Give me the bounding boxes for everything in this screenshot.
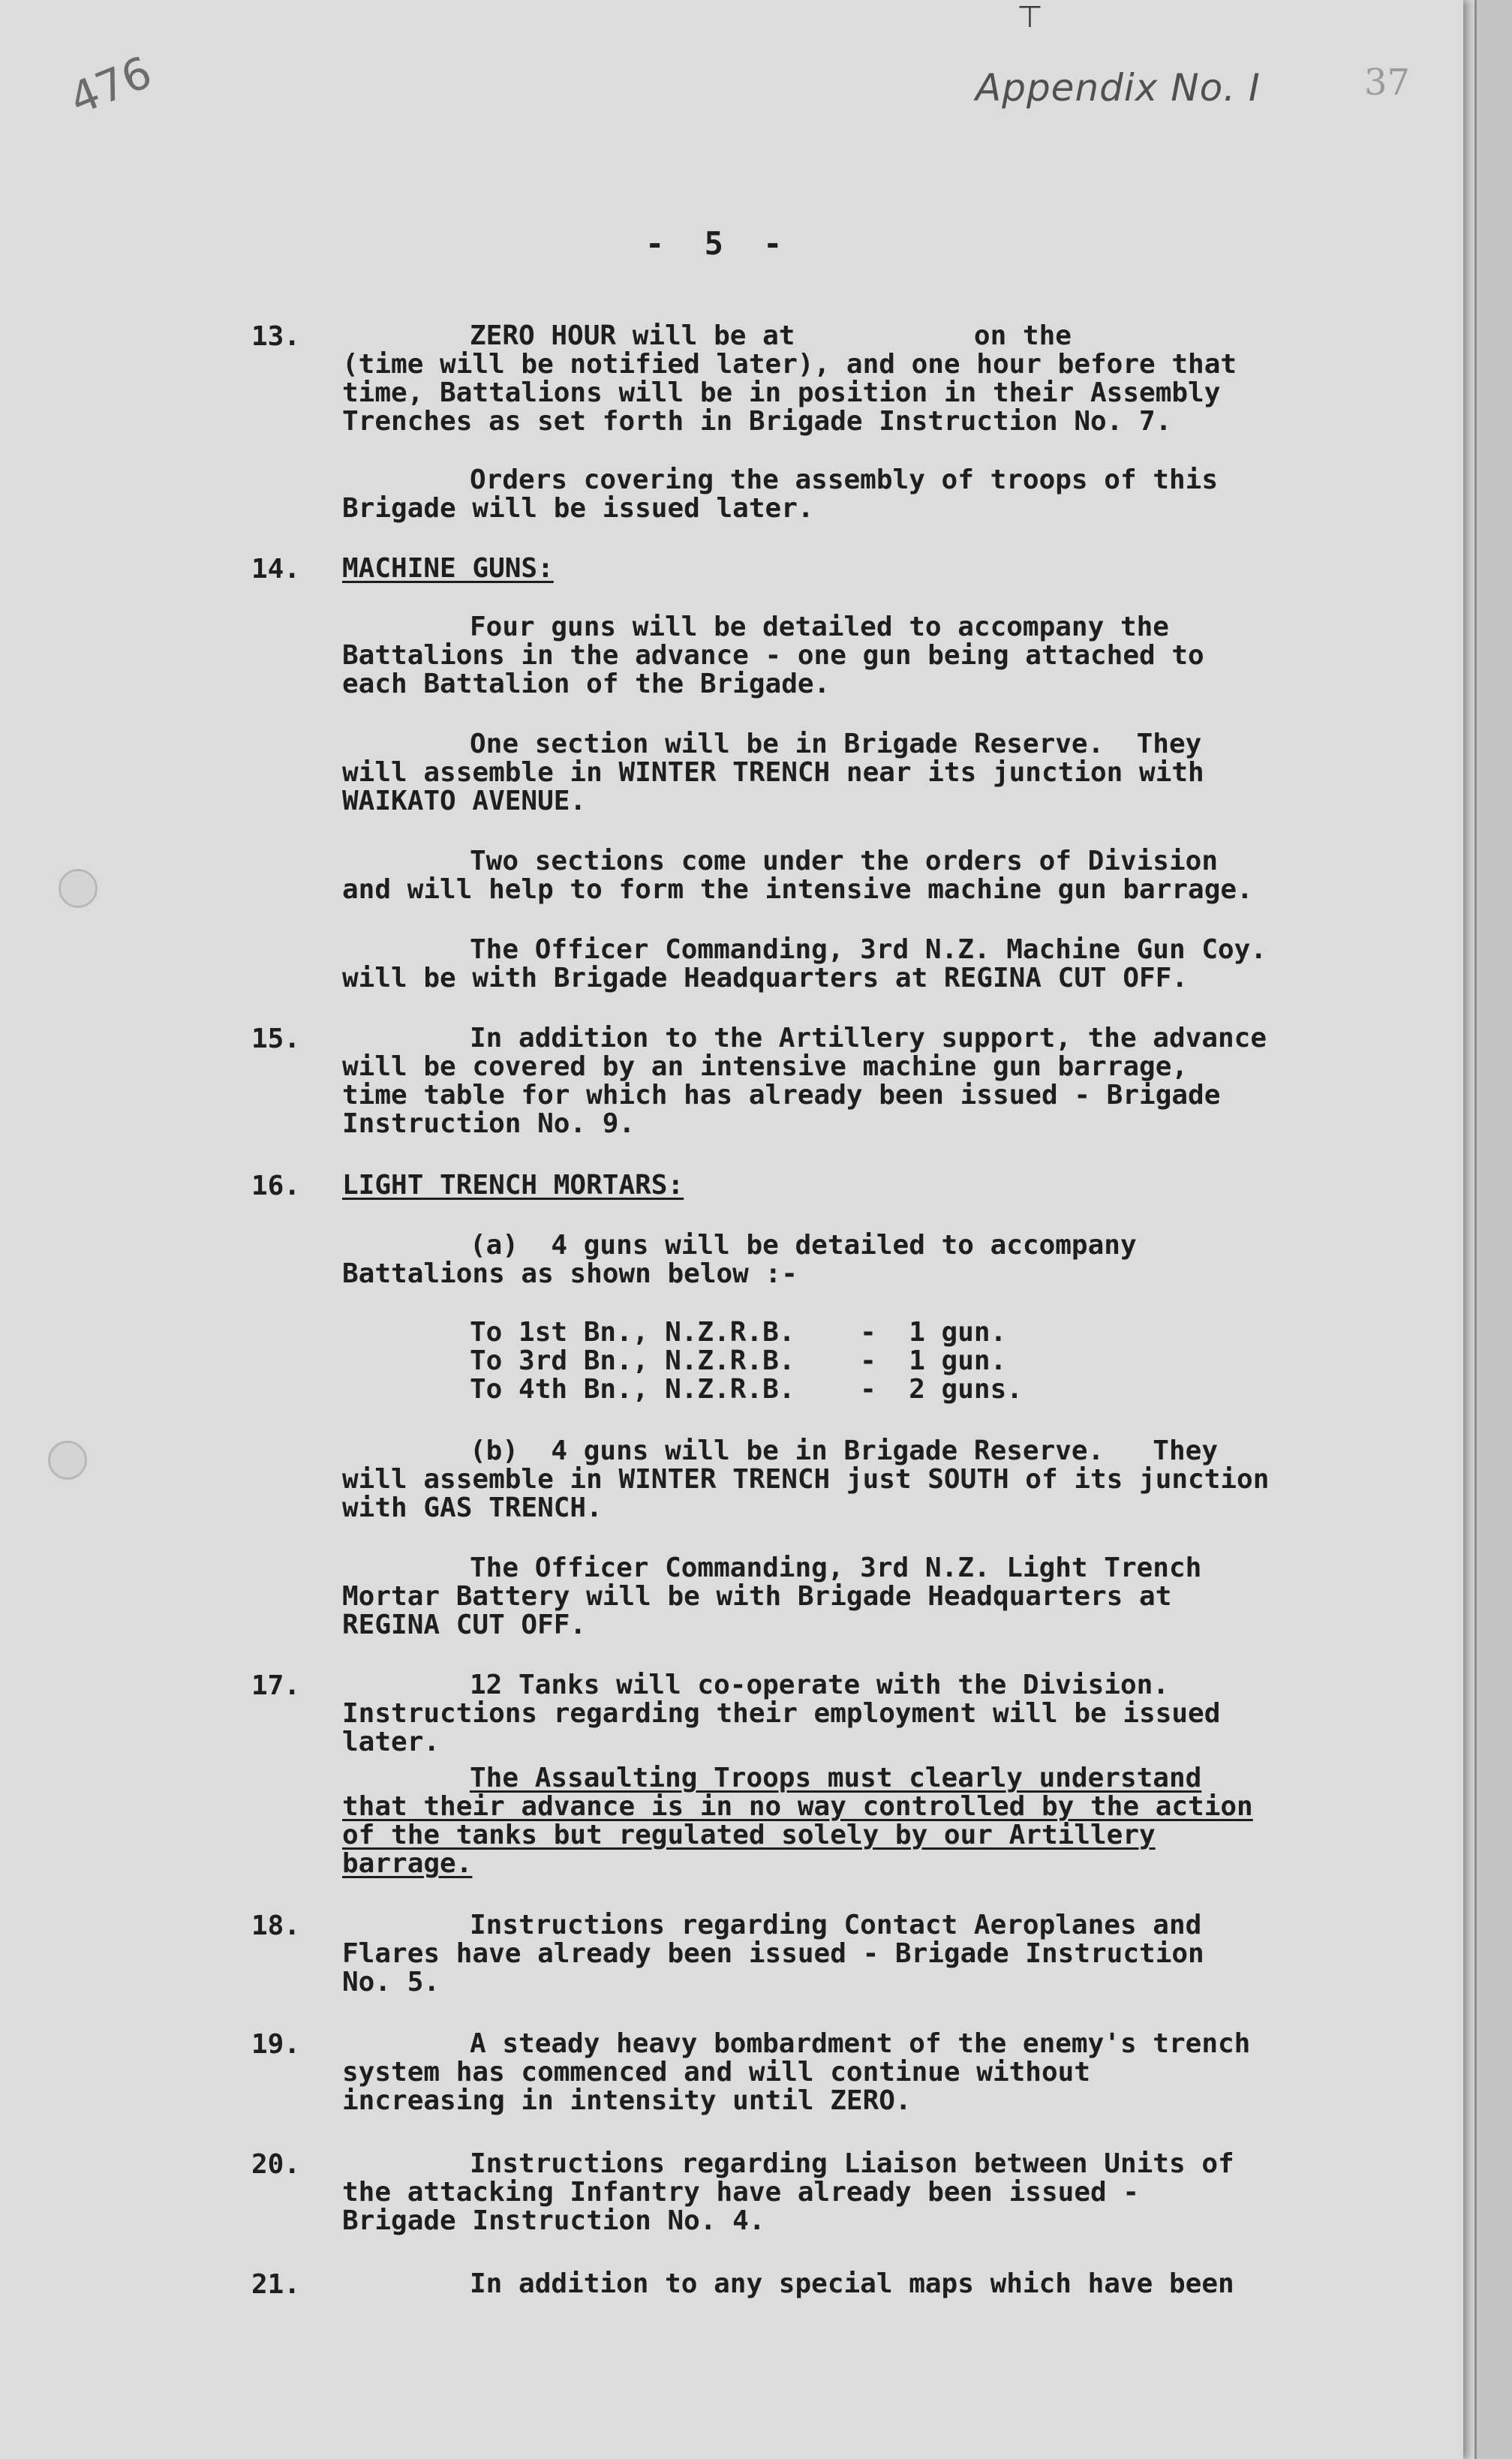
text-line: REGINA CUT OFF. [342,1610,587,1640]
text-line: Instructions regarding their employment will be issued [342,1698,1221,1729]
text-line: system has commenced and will continue without [342,2057,1090,2088]
paragraph-number: 18. [251,1910,301,1941]
text-line: A steady heavy bombardment of the enemy's trench [470,2028,1251,2059]
text-line: ZERO HOUR will be at on the [470,320,1072,351]
text-line: One section will be in Brigade Reserve. They [470,729,1202,759]
text-line: 12 Tanks will co-operate with the Division. [470,1670,1169,1700]
folio-number: 37 [1364,62,1411,104]
paragraph-number: 17. [251,1670,301,1701]
text-line: each Battalion of the Brigade. [342,669,831,699]
text-line: Instruction No. 9. [342,1108,636,1139]
text-line: and will help to form the intensive machine gun barrage. [342,874,1253,905]
section-heading: LIGHT TRENCH MORTARS: [342,1170,684,1201]
text-line: Instructions regarding Liaison between Units of [470,2148,1234,2179]
pencil-annotation: 476 [62,46,159,125]
text-line: time table for which has already been issued - Brigade [342,1080,1221,1111]
text-line: Flares have already been issued - Brigade Instruction [342,1938,1204,1969]
underlined-text-line: of the tanks but regulated solely by our Artillery [342,1820,1156,1850]
paragraph-number: 19. [251,2029,301,2060]
paragraph-number: 20. [251,2149,301,2180]
paragraph-number: 21. [251,2269,301,2300]
text-line: Two sections come under the orders of Division [470,846,1218,876]
text-line: Brigade Instruction No. 4. [342,2205,765,2236]
top-mark: ⊤ [1017,0,1043,35]
text-line: Instructions regarding Contact Aeroplanes and [470,1910,1202,1940]
text-line: Brigade will be issued later. [342,493,814,524]
text-line: with GAS TRENCH. [342,1493,603,1523]
text-line: (time will be notified later), and one hour before that [342,349,1237,380]
underlined-text-line: The Assaulting Troops must clearly understand [470,1763,1202,1793]
text-line: will be covered by an intensive machine gun barrage, [342,1051,1189,1082]
section-heading: MACHINE GUNS: [342,553,554,584]
text-line: Trenches as set forth in Brigade Instruction No. 7. [342,406,1172,437]
text-line: (b) 4 guns will be in Brigade Reserve. They [470,1435,1218,1466]
text-line: will assemble in WINTER TRENCH just SOUTH of its junction [342,1464,1270,1495]
underlined-text-line: barrage. [342,1848,473,1879]
text-line: No. 5. [342,1967,440,1998]
text-line: time, Battalions will be in position in their Assembly [342,377,1221,408]
text-line: the attacking Infantry have already been issued - [342,2177,1140,2208]
paragraph-number: 15. [251,1024,301,1054]
text-line: WAIKATO AVENUE. [342,786,587,816]
paragraph-number: 16. [251,1171,301,1201]
text-line: The Officer Commanding, 3rd N.Z. Light Trench [470,1553,1202,1583]
paragraph-number: 14. [251,554,301,585]
text-line: Battalions in the advance - one gun being attached to [342,640,1204,671]
text-line: Orders covering the assembly of troops of this [470,464,1218,495]
underlined-text-line: that their advance is in no way controlled by the action [342,1791,1253,1822]
text-line: Four guns will be detailed to accompany the [470,612,1169,642]
paper-stack-edge [1474,0,1512,2459]
text-line: later. [342,1727,440,1757]
page-number: - 5 - [645,225,793,262]
allocation-row: To 4th Bn., N.Z.R.B. - 2 guns. [470,1374,1023,1405]
text-line: increasing in intensity until ZERO. [342,2085,912,2116]
text-line: will assemble in WINTER TRENCH near its junction with [342,757,1204,788]
paragraph-number: 13. [251,321,301,352]
appendix-label: Appendix No. I [975,66,1261,110]
text-line: In addition to the Artillery support, the advance [470,1023,1267,1054]
text-line: Mortar Battery will be with Brigade Headquarters at [342,1581,1172,1612]
text-line: The Officer Commanding, 3rd N.Z. Machine Gun Coy. [470,934,1267,965]
text-line: Battalions as shown below :- [342,1258,798,1289]
allocation-row: To 1st Bn., N.Z.R.B. - 1 gun. [470,1317,1007,1348]
text-line: (a) 4 guns will be detailed to accompany [470,1230,1137,1261]
allocation-row: To 3rd Bn., N.Z.R.B. - 1 gun. [470,1345,1007,1376]
text-line: will be with Brigade Headquarters at REGINA CUT OFF. [342,963,1189,994]
text-line: In addition to any special maps which have been [470,2268,1234,2299]
